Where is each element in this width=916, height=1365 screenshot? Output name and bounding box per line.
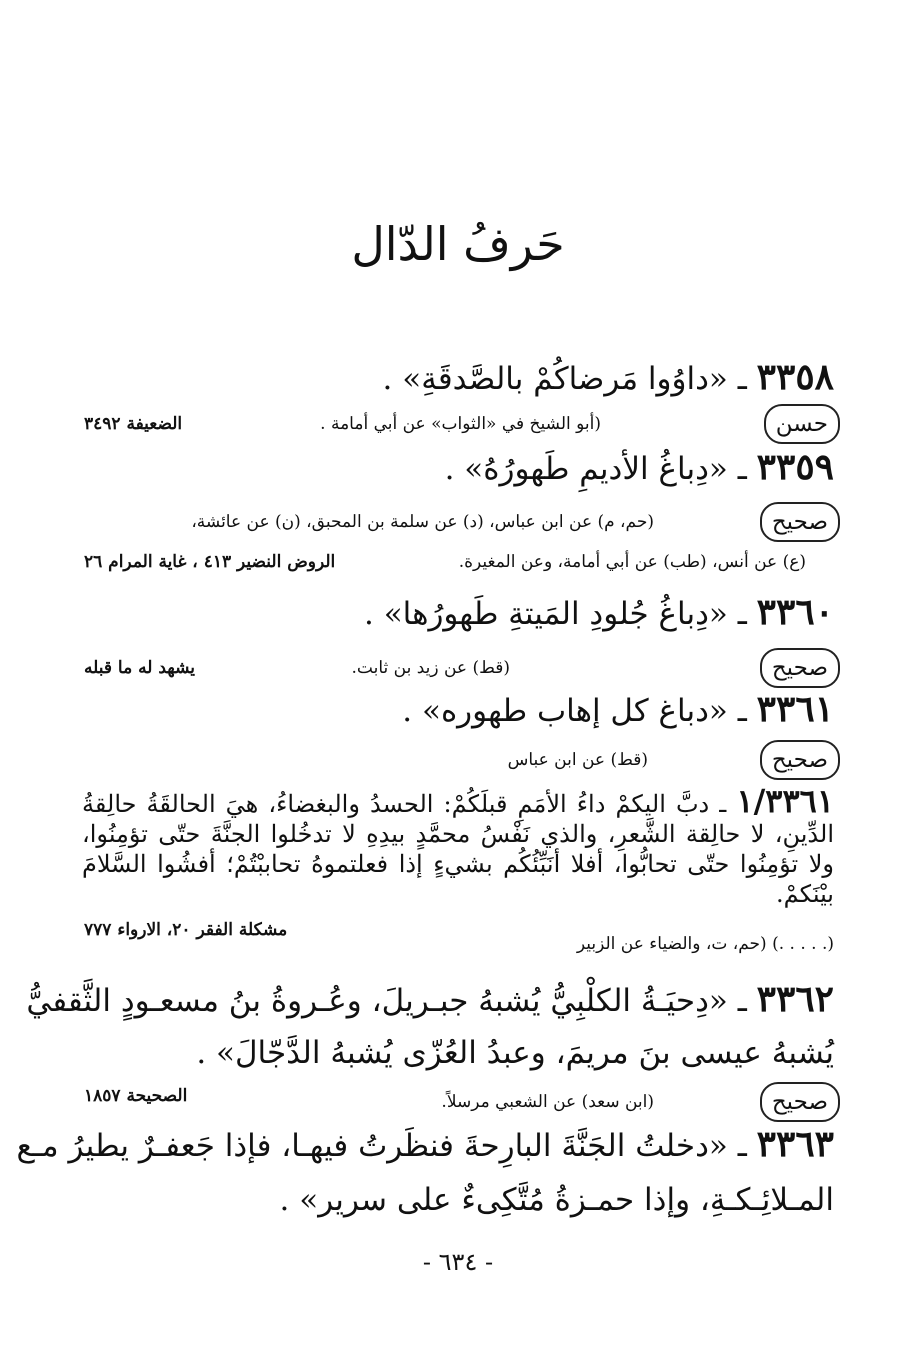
- dash: ـ: [727, 361, 747, 397]
- dash: ـ: [727, 596, 747, 632]
- dash: ـ: [727, 693, 747, 729]
- hadith-number: ٣٣٦٠: [756, 591, 834, 633]
- dash: ـ: [727, 451, 747, 487]
- hadith-number: ٣٣٥٨: [756, 356, 834, 398]
- hadith-text: ـ دبَّ اليكمْ داءُ الأمَمِ قبلَكُمْ: الحسدُ والبغضاءُ، هيَ الحالقَةُ حالِقةُ الدِّينِ، لا حالِقة الشَّعرِ، والذي نَفْسُ محمَّدٍ بيدِهِ لا تدخُلوا الجنَّةَ حتّى تؤمِنُوا، ولا تؤمِنُوا حتّى تحابُّوا، أفلا أنَبِّئُكُم بشيءٍ إذا فعلتموهُ تحاببْتُمْ؛ أفشُوا السَّلامَ بيْنَكمْ.: [82, 790, 834, 908]
- hadith-3361-1: [82, 782, 835, 909]
- hadith-source: (قط) عن زيد بن ثابت.: [351, 658, 510, 678]
- grade-badge: صحيح: [760, 740, 840, 780]
- dash: ـ: [727, 983, 747, 1019]
- grade-badge: حسن: [764, 404, 840, 444]
- hadith-number: ١/٣٣٦١: [736, 782, 835, 820]
- hadith-number: ٣٣٦١: [756, 688, 834, 730]
- page-title: حَرفُ الدّال: [351, 217, 565, 271]
- hadith-source: (. . . . .) (حم، ت، والضياء عن الزبير: [576, 934, 834, 954]
- grade-badge: صحيح: [760, 648, 840, 688]
- hadith-source: (ابن سعد) عن الشعبي مرسلاً.: [441, 1092, 654, 1112]
- hadith-3361: [402, 687, 834, 733]
- page-number: - ٦٣٤ -: [422, 1248, 494, 1276]
- hadith-source-continued: (ع) عن أنس، (طب) عن أبي أمامة، وعن المغيرة.: [458, 552, 806, 572]
- hadith-reference: مشكلة الفقر ٢٠، الارواء ٧٧٧: [84, 920, 288, 940]
- hadith-3358: [383, 355, 834, 401]
- hadith-reference: الروض النضير ٤١٣ ، غاية المرام ٢٦: [84, 552, 336, 572]
- hadith-text: «داوُوا مَرضاكُمْ بالصَّدقَةِ» .: [382, 361, 728, 397]
- hadith-text-continued: يُشبهُ عيسى بنَ مريمَ، وعبدُ العُزّى يُشبهُ الدَّجّالَ» .: [196, 1035, 834, 1071]
- hadith-3363: [16, 1122, 834, 1168]
- hadith-text: «دباغ كل إهاب طهوره» .: [402, 693, 728, 729]
- grade-badge: صحيح: [760, 502, 840, 542]
- hadith-source: (حم، م) عن ابن عباس، (د) عن سلمة بن المحبق، (ن) عن عائشة،: [191, 512, 654, 532]
- dash: ـ: [727, 1128, 747, 1164]
- hadith-text: «دِباغُ جُلودِ المَيتةِ طَهورُها» .: [363, 596, 728, 632]
- hadith-source: (قط) عن ابن عباس: [507, 750, 648, 770]
- hadith-number: ٣٣٦٣: [756, 1123, 834, 1165]
- hadith-source: (أبو الشيخ في «الثواب» عن أبي أمامة .: [320, 414, 601, 434]
- hadith-text: «دخلتُ الجَنَّةَ البارِحةَ فنظَرتُ فيهـا، فإذا جَعفـرٌ يطيرُ مـع: [16, 1128, 728, 1164]
- hadith-reference: الضعيفة ٣٤٩٢: [84, 414, 183, 434]
- hadith-3362: [26, 977, 834, 1023]
- hadith-text: «دِباغُ الأديمِ طَهورُهُ» .: [444, 451, 728, 487]
- hadith-reference: الصحيحة ١٨٥٧: [84, 1086, 188, 1106]
- hadith-3359: [445, 445, 834, 491]
- hadith-text-continued: المـلائِـكـةِ، وإذا حمـزةُ مُتَّكِىءٌ على سرير» .: [279, 1182, 834, 1218]
- hadith-text: «دِحيَـةُ الكلْبِيُّ يُشبهُ جبـريلَ، وعُـروةُ بنُ مسعـودٍ الثَّقفيُّ: [26, 983, 728, 1019]
- hadith-number: ٣٣٦٢: [756, 978, 834, 1020]
- hadith-reference: يشهد له ما قبله: [84, 658, 195, 678]
- hadith-3360: [364, 590, 834, 636]
- hadith-number: ٣٣٥٩: [756, 446, 834, 488]
- grade-badge: صحيح: [760, 1082, 840, 1122]
